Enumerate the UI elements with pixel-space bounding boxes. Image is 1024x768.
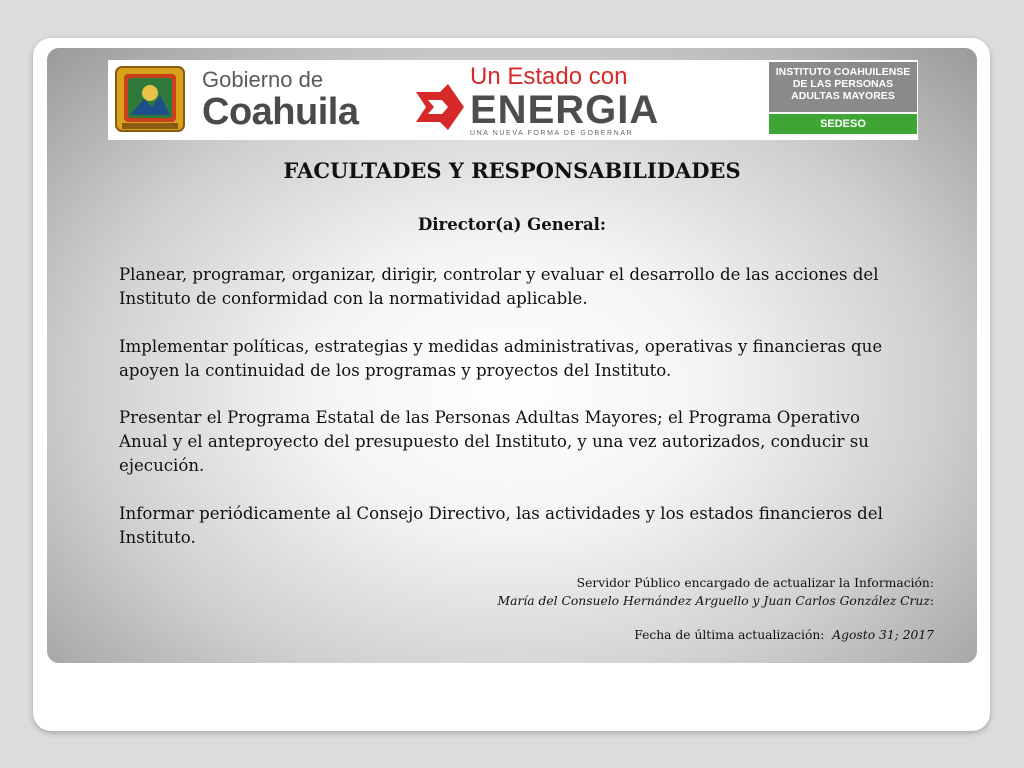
- paragraph-3: Presentar el Programa Estatal de las Personas Adultas Mayores; el Programa Operativo Anual y el anteproyecto del presupuesto del Instituto, y una vez autorizados, conducir su ejecución.: [119, 408, 869, 475]
- slide-title: FACULTADES Y RESPONSABILIDADES: [283, 158, 741, 183]
- footer-responsible-names: [498, 594, 934, 608]
- paragraph-4: Informar periódicamente al Consejo Directivo, las actividades y los estados financieros del Instituto.: [119, 504, 883, 547]
- paragraph-2: Implementar políticas, estrategias y medidas administrativas, operativas y financieras que apoyen la continuidad de los programas y proyectos del Instituto.: [119, 337, 883, 380]
- un-estado-con-text: Un Estado con: [470, 63, 628, 90]
- coahuila-seal-icon: [114, 65, 186, 133]
- logo-banner: [108, 60, 918, 140]
- slogan-tagline: UNA NUEVA FORMA DE GOBERNAR: [470, 130, 634, 137]
- institute-name-block: [769, 62, 917, 112]
- institute-line-2: DE LAS PERSONAS: [792, 78, 894, 90]
- institute-line-3: ADULTAS MAYORES: [791, 90, 895, 102]
- sedeso-label: SEDESO: [769, 114, 917, 134]
- energia-text: ENERGIA: [470, 88, 660, 132]
- gobierno-coahuila-logo: [202, 68, 358, 132]
- responsible-colon: :: [929, 594, 934, 608]
- footer-responsible-label: Servidor Público encargado de actualizar la Información:: [576, 576, 934, 590]
- institute-logo: [769, 62, 917, 136]
- institute-line-1: INSTITUTO COAHUILENSE: [775, 66, 911, 78]
- coahuila-text: Coahuila: [202, 91, 359, 133]
- paragraph-1: Planear, programar, organizar, dirigir, controlar y evaluar el desarrollo de las acciones del Instituto de conformidad con la normatividad aplicable.: [119, 265, 879, 308]
- slide-subtitle: Director(a) General:: [417, 215, 606, 234]
- update-label: Fecha de última actualización:: [634, 628, 825, 642]
- footer-update-line: [634, 628, 934, 642]
- update-date: Agosto 31; 2017: [832, 628, 934, 642]
- energia-arrow-icon: [414, 82, 466, 132]
- gobierno-de-text: Gobierno de: [202, 67, 324, 92]
- un-estado-con-energia-logo: [470, 64, 659, 137]
- responsible-names-text: María del Consuelo Hernández Arguello y Juan Carlos González Cruz: [497, 594, 930, 608]
